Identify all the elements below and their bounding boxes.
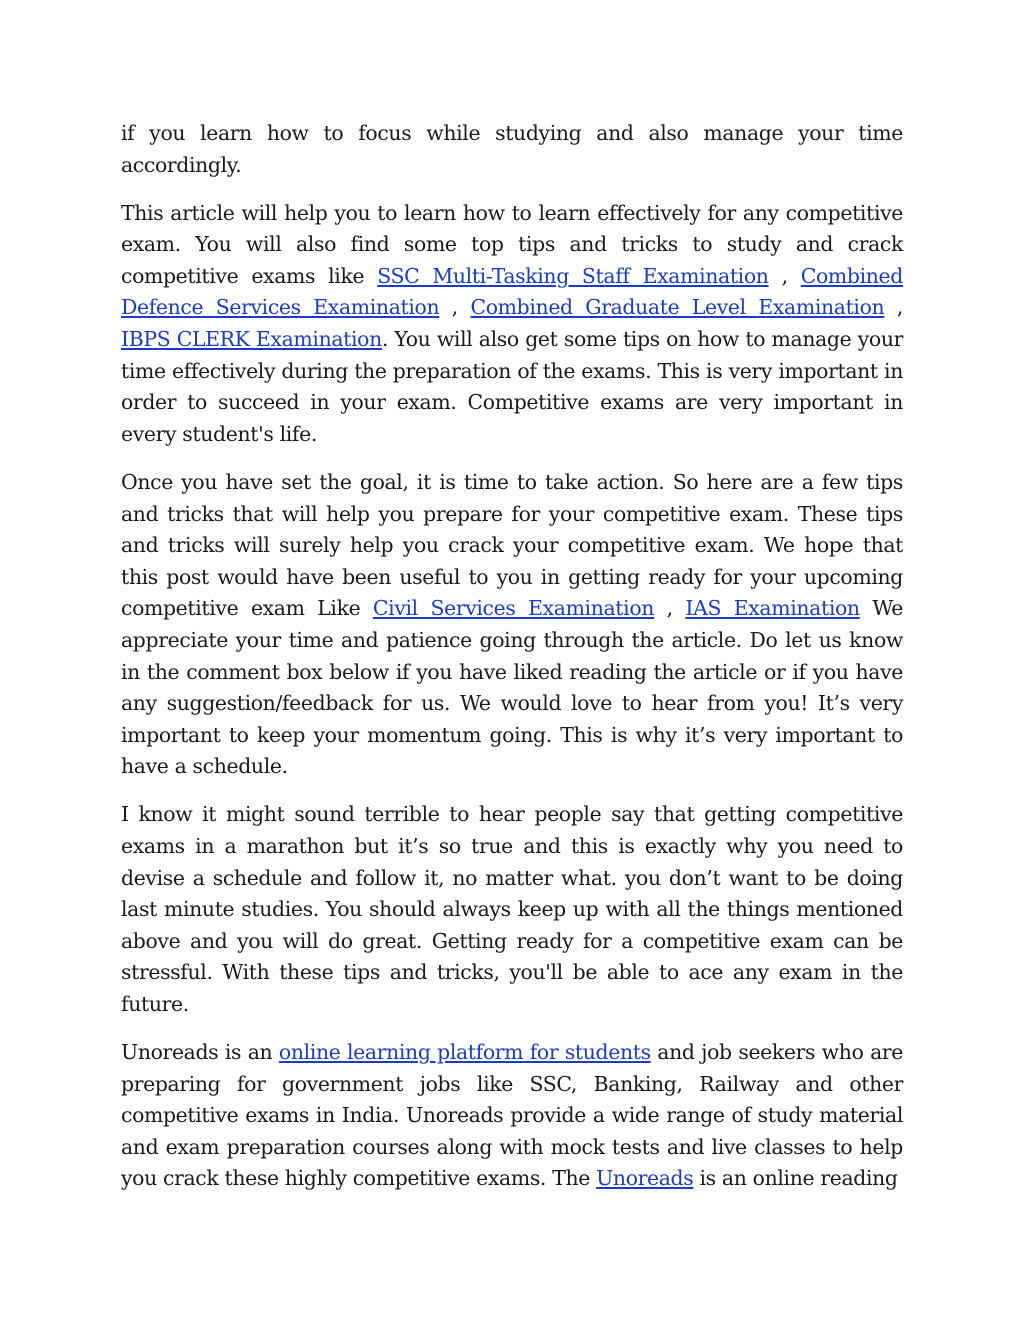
text-segment: , <box>768 263 801 288</box>
link-ias[interactable]: IAS Examination <box>685 596 860 621</box>
text-segment: , <box>884 295 904 320</box>
paragraph-3 <box>121 467 903 783</box>
text-segment: We appreciate your time and patience going through the article. Do let us know in the comment box below if you have liked reading the article or if you have any suggestion/feedback for us. We would love to hear from you! It’s very important to keep your momentum going. This is why it’s very important to have a schedule. <box>121 596 903 779</box>
link-ssc-mts[interactable]: SSC Multi-Tasking Staff Examination <box>377 263 769 288</box>
link-cgl[interactable]: Combined Graduate Level Examination <box>470 295 885 320</box>
link-civil-services[interactable]: Civil Services Examination <box>372 596 655 621</box>
text-segment: I know it might sound terrible to hear people say that getting competitive exams in a marathon but it’s so true and this is exactly why you need to devise a schedule and follow it, no matter what. you don’t want to be doing last minute studies. You should always keep up with all the things mentioned above and you will do great. Getting ready for a competitive exam can be stressful. With these tips and tricks, you'll be able to ace any exam in the future. <box>121 802 903 1016</box>
text-segment: if you learn how to focus while studying and also manage your time accordingly. <box>121 121 903 177</box>
paragraph-2 <box>121 198 903 451</box>
link-ibps-clerk[interactable]: IBPS CLERK Examination <box>121 327 382 352</box>
paragraph-4 <box>121 799 903 1020</box>
text-segment: , <box>439 295 471 320</box>
link-unoreads[interactable]: Unoreads <box>596 1166 694 1191</box>
text-segment: . You will also get some tips on how to manage your time effectively during the preparation of the exams. This is very important in order to succeed in your exam. Competitive exams are very important in every student's life. <box>121 327 903 446</box>
document-page <box>121 118 903 1212</box>
text-segment: and job seekers who are preparing for government jobs like SSC, Banking, Railway and other competitive exams in India. Unoreads provide a wide range of study material and exam preparation courses along with mock tests and live classes to help you crack these highly competitive exams. The <box>121 1040 903 1191</box>
text-segment: , <box>654 596 686 621</box>
text-segment: Unoreads is an <box>121 1040 279 1065</box>
text-segment: Once you have set the goal, it is time to take action. So here are a few tips and tricks that will help you prepare for your competitive exam. These tips and tricks will surely help you crack your competitive exam. We hope that this post would have been useful to you in getting ready for your upcoming competitive exam Like <box>121 469 903 621</box>
text-segment: is an online reading <box>693 1166 898 1191</box>
paragraph-1 <box>121 118 903 181</box>
link-cds[interactable]: Combined Defence Services Examination <box>121 263 903 320</box>
link-online-learning-platform[interactable]: online learning platform for students <box>278 1040 651 1065</box>
text-segment: This article will help you to learn how to learn effectively for any competitive exam. You will also find some top tips and tricks to study and crack competitive exams like <box>121 200 903 288</box>
paragraph-5 <box>121 1037 903 1195</box>
